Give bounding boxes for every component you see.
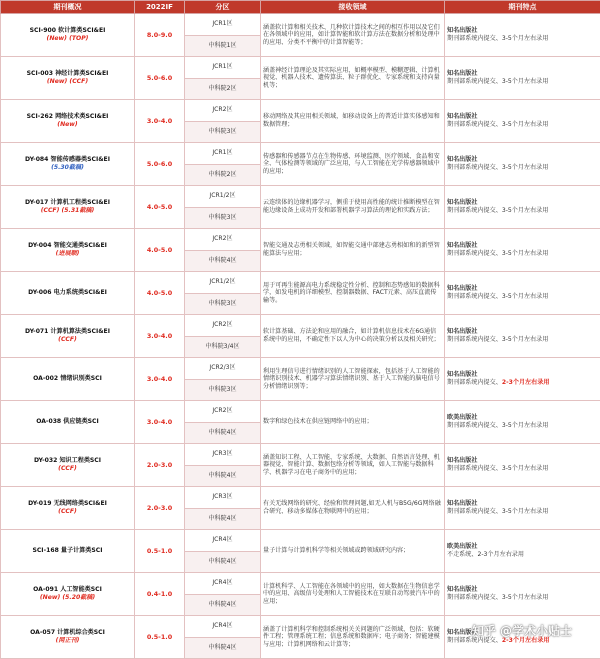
scope-text: 移动网络及其应用相关领域，如移动设备上的普适计算实体感知和数据管理；	[261, 100, 445, 143]
journal-name: SCI-168 量子计算类SCI	[3, 547, 132, 555]
scope-text: 涵盖知识工程、人工智能、专家系统、大数据、自然语言处理、机器视觉、智能计算、数据包络分析等领域，如人工智能与数据科学、机器学习在电子商务中的应用；	[261, 444, 445, 487]
publisher-type: 欧美出版社	[447, 543, 598, 551]
publisher-type: 知名出版社	[447, 457, 598, 465]
journal-tag: (CCF)	[3, 465, 132, 473]
zone-jcr: JCR1/2区	[185, 272, 261, 294]
publisher-type: 知名出版社	[447, 27, 598, 35]
features-cell	[445, 315, 600, 358]
journal-name: DY-084 智能传感器类SCI&EI	[3, 156, 132, 164]
features-cell	[445, 100, 600, 143]
zone-cas: 中科院4区	[185, 551, 261, 573]
table-row	[1, 530, 600, 552]
journal-name: DY-071 计算机算法类SCI&EI	[3, 328, 132, 336]
scope-text: 利用生理信号进行情绪识别的人工智能探索，包括基于人工智能的情绪识别技术、机器学习算法情绪识别、基于人工智能的脑电信号分析情绪识别等；	[261, 358, 445, 401]
features-cell	[445, 487, 600, 530]
publisher-type: 知名出版社	[447, 629, 598, 637]
journal-name: DY-017 计算机工程类SCI&EI	[3, 199, 132, 207]
publisher-type: 欧美出版社	[447, 414, 598, 422]
journal-cell	[1, 616, 135, 659]
zone-cas: 中科院3区	[185, 379, 261, 401]
zone-jcr: JCR1/2区	[185, 186, 261, 208]
table-row	[1, 229, 600, 251]
scope-text: 量子计算与计算机科学等相关领域或跨领域研究内容；	[261, 530, 445, 573]
journal-cell	[1, 358, 135, 401]
scope-text: 云连续体的边缘机器学习，侧重于使用高性能的统计推断模型在智能边缘设备上成功开发和部署机器学习算法的理论和实践方法；	[261, 186, 445, 229]
review-process: 期刊部系统内提交、3-5个月左右录用	[447, 293, 548, 300]
impact-factor: 5.0-6.0	[135, 57, 185, 100]
scope-text: 传感器和传感器节点在生物传感、环境监测、医疗领域、食品和安全、气体检测等领域的广泛应用，与人工智能在光学传感器领域中的应用；	[261, 143, 445, 186]
impact-factor: 3.0-4.0	[135, 315, 185, 358]
table-row	[1, 186, 600, 208]
journal-tag: (网正刊)	[3, 637, 132, 645]
impact-factor: 4.0-5.0	[135, 186, 185, 229]
zone-cas: 中科院4区	[185, 422, 261, 444]
journal-name: OA-002 情绪识别类SCI	[3, 375, 132, 383]
zone-cas: 中科院3区	[185, 207, 261, 229]
zone-cas: 中科院4区	[185, 637, 261, 659]
impact-factor: 5.0-6.0	[135, 143, 185, 186]
publisher-type: 知名出版社	[447, 371, 598, 379]
journal-tag: (New) (5.20截稿)	[3, 594, 132, 602]
impact-factor: 4.0-5.0	[135, 272, 185, 315]
review-process: 期刊部系统内提交、3-5个月左右录用	[447, 422, 548, 429]
review-process: 期刊部系统内提交、3-5个月左右录用	[447, 35, 548, 42]
journal-tag: (5.30截稿)	[3, 164, 132, 172]
zone-jcr: JCR2/3区	[185, 358, 261, 380]
table-row	[1, 57, 600, 79]
zone-cas: 中科院2区	[185, 78, 261, 100]
features-cell	[445, 444, 600, 487]
zone-jcr: JCR2区	[185, 401, 261, 423]
journal-name: SCI-900 软计算类SCI&EI	[3, 27, 132, 35]
zone-jcr: JCR4区	[185, 616, 261, 638]
journal-tag: (CCF)	[3, 508, 132, 516]
table-row	[1, 358, 600, 380]
journal-cell	[1, 444, 135, 487]
journal-name: OA-057 计算机综合类SCI	[3, 629, 132, 637]
impact-factor: 2.0-3.0	[135, 487, 185, 530]
features-cell	[445, 401, 600, 444]
journal-tag: (New)	[3, 121, 132, 129]
features-cell	[445, 143, 600, 186]
publisher-type: 知名出版社	[447, 70, 598, 78]
zone-jcr: JCR3区	[185, 444, 261, 466]
journal-tag: (进展顺)	[3, 250, 132, 258]
table-body	[1, 14, 600, 659]
journal-name: DY-006 电力系统类SCI&EI	[3, 289, 132, 297]
review-process: 期刊部系统内提交、3-5个月左右录用	[447, 508, 548, 515]
publisher-type: 知名出版社	[447, 242, 598, 250]
table-row	[1, 14, 600, 36]
review-process: 期刊部系统内提交、3-5个月左右录用	[447, 207, 548, 214]
journal-name: DY-032 知识工程类SCI	[3, 457, 132, 465]
features-cell	[445, 14, 600, 57]
watermark: 知乎 @学术小贴士	[472, 622, 572, 639]
publisher-type: 知名出版社	[447, 199, 598, 207]
zone-jcr: JCR2区	[185, 229, 261, 251]
features-cell	[445, 272, 600, 315]
journal-cell	[1, 229, 135, 272]
scope-text: 软计算基础、方法论和应用的融合，如计算机信息技术在6G通信系统中的应用，不确定性下以人为中心的决策分析以及相关研究；	[261, 315, 445, 358]
table-row	[1, 401, 600, 423]
publisher-type: 知名出版社	[447, 500, 598, 508]
review-process: 期刊部系统内提交、3-5个月左右录用	[447, 465, 548, 472]
scope-text: 用于可再生能源高电力系统稳定性分析、控制和态势感知的数据科学，如发电机的详细模型、控制器数据、FACT元素、高压直流传输等。	[261, 272, 445, 315]
table-row	[1, 272, 600, 294]
zone-jcr: JCR2区	[185, 100, 261, 122]
journal-cell	[1, 487, 135, 530]
scope-text: 数字和绿色技术在供应链网络中的应用；	[261, 401, 445, 444]
review-process: 期刊部系统内提交、3-5个月左右录用	[447, 336, 548, 343]
impact-factor: 0.5-1.0	[135, 530, 185, 573]
review-process: 期刊部系统内提交、3-5个月左右录用	[447, 594, 548, 601]
zone-cas: 中科院4区	[185, 465, 261, 487]
impact-factor: 3.0-4.0	[135, 100, 185, 143]
table-row	[1, 487, 600, 509]
publisher-type: 知名出版社	[447, 156, 598, 164]
impact-factor: 3.0-4.0	[135, 401, 185, 444]
scope-text: 有关无线网络的研究、经验和管理问题,如无人机与B5G/6G网络融合研究、移动多媒体在物联网中的应用；	[261, 487, 445, 530]
journal-cell	[1, 530, 135, 573]
journal-cell	[1, 272, 135, 315]
zone-cas: 中科院3区	[185, 293, 261, 315]
review-process: 期刊部系统内提交、3-5个月左右录用	[447, 250, 548, 257]
zone-cas: 中科院1区	[185, 35, 261, 57]
publisher-type: 知名出版社	[447, 113, 598, 121]
journal-tag: (New) (TOP)	[3, 35, 132, 43]
publisher-type: 知名出版社	[447, 285, 598, 293]
journal-cell	[1, 573, 135, 616]
table-row	[1, 143, 600, 165]
table-row	[1, 573, 600, 595]
zone-jcr: JCR1区	[185, 14, 261, 36]
header-if: 2022IF	[135, 1, 185, 14]
zone-cas: 中科院3区	[185, 121, 261, 143]
impact-factor: 2.0-3.0	[135, 444, 185, 487]
scope-text: 涵盖神经计算理论及其实际应用，如概率模型、模糊逻辑、计算机视觉、机器人技术、遗传算法、粒子群优化、专家系统和支持向量机等；	[261, 57, 445, 100]
journal-name: OA-091 人工智能类SCI	[3, 586, 132, 594]
features-cell	[445, 358, 600, 401]
journal-cell	[1, 186, 135, 229]
journal-cell	[1, 143, 135, 186]
features-cell	[445, 229, 600, 272]
review-time: 2-3个月左右录用	[502, 637, 550, 644]
zone-jcr: JCR2区	[185, 315, 261, 337]
table-row	[1, 315, 600, 337]
review-process: 期刊部系统内提交、3-5个月左右录用	[447, 121, 548, 128]
features-cell	[445, 530, 600, 573]
zone-cas: 中科院3/4区	[185, 336, 261, 358]
zone-jcr: JCR4区	[185, 573, 261, 595]
journal-cell	[1, 315, 135, 358]
review-process: 不走系统、2-3个月左右录用	[447, 551, 524, 558]
scope-text: 计算机科学、人工智能在各领域中的应用，如大数据在生物信息学中的应用、高级信号处理和人工智能技术在互联自动驾驶汽车中的应用；	[261, 573, 445, 616]
journal-name: DY-004 智能交通类SCI&EI	[3, 242, 132, 250]
scope-text: 涵盖了计算机科学和控制系统相关关问题的广泛领域，包括：软硬件工程；管理系统工程；信息系统和数据库；电子商务；智能建模与应用；计算机网络和云计算等；	[261, 616, 445, 659]
journal-name: OA-038 供应链类SCI	[3, 418, 132, 426]
journal-tag: (New) (CCF)	[3, 78, 132, 86]
features-cell	[445, 57, 600, 100]
zone-cas: 中科院4区	[185, 594, 261, 616]
impact-factor: 4.0-5.0	[135, 229, 185, 272]
journal-tag: (CCF) (5.31截稿)	[3, 207, 132, 215]
scope-text: 涵盖软计算和相关技术、几种软计算技术之间的相互作用以及它们在各领域中的应用，如计算智能和软计算方法在数据分析和处理中的应用、分类不平衡中的计算智能等；	[261, 14, 445, 57]
impact-factor: 0.5-1.0	[135, 616, 185, 659]
header-features: 期刊特点	[445, 1, 600, 14]
impact-factor: 3.0-4.0	[135, 358, 185, 401]
journal-cell	[1, 401, 135, 444]
zone-cas: 中科院4区	[185, 508, 261, 530]
review-process: 期刊部系统内提交、	[447, 637, 502, 644]
features-cell	[445, 573, 600, 616]
table-row	[1, 444, 600, 466]
zone-jcr: JCR3区	[185, 487, 261, 509]
publisher-type: 知名出版社	[447, 328, 598, 336]
table-row	[1, 100, 600, 122]
impact-factor: 8.0-9.0	[135, 14, 185, 57]
zone-cas: 中科院2区	[185, 164, 261, 186]
header-journal: 期刊概况	[1, 1, 135, 14]
journal-cell	[1, 14, 135, 57]
journal-cell	[1, 57, 135, 100]
journal-name: SCI-003 神经计算类SCI&EI	[3, 70, 132, 78]
review-process: 期刊部系统内提交、3-5个月左右录用	[447, 78, 548, 85]
zone-jcr: JCR1区	[185, 143, 261, 165]
publisher-type: 知名出版社	[447, 586, 598, 594]
header-zone: 分区	[185, 1, 261, 14]
zone-jcr: JCR4区	[185, 530, 261, 552]
features-cell	[445, 186, 600, 229]
journal-name: SCI-262 网络技术类SCI&EI	[3, 113, 132, 121]
review-process: 期刊部系统内提交、	[447, 379, 502, 386]
table-header-row	[1, 1, 600, 14]
review-process: 期刊部系统内提交、3-5个月左右录用	[447, 164, 548, 171]
journal-cell	[1, 100, 135, 143]
zone-jcr: JCR1区	[185, 57, 261, 79]
journal-tag: (CCF)	[3, 336, 132, 344]
journal-name: DY-019 无线网络类SCI&EI	[3, 500, 132, 508]
scope-text: 智能交通及志勇相关领域，如智能交通中部建志勇相如和的新型智能算法与应用；	[261, 229, 445, 272]
impact-factor: 0.4-1.0	[135, 573, 185, 616]
header-scope: 接收领域	[261, 1, 445, 14]
review-time: 2-3个月左右录用	[502, 379, 550, 386]
zone-cas: 中科院4区	[185, 250, 261, 272]
